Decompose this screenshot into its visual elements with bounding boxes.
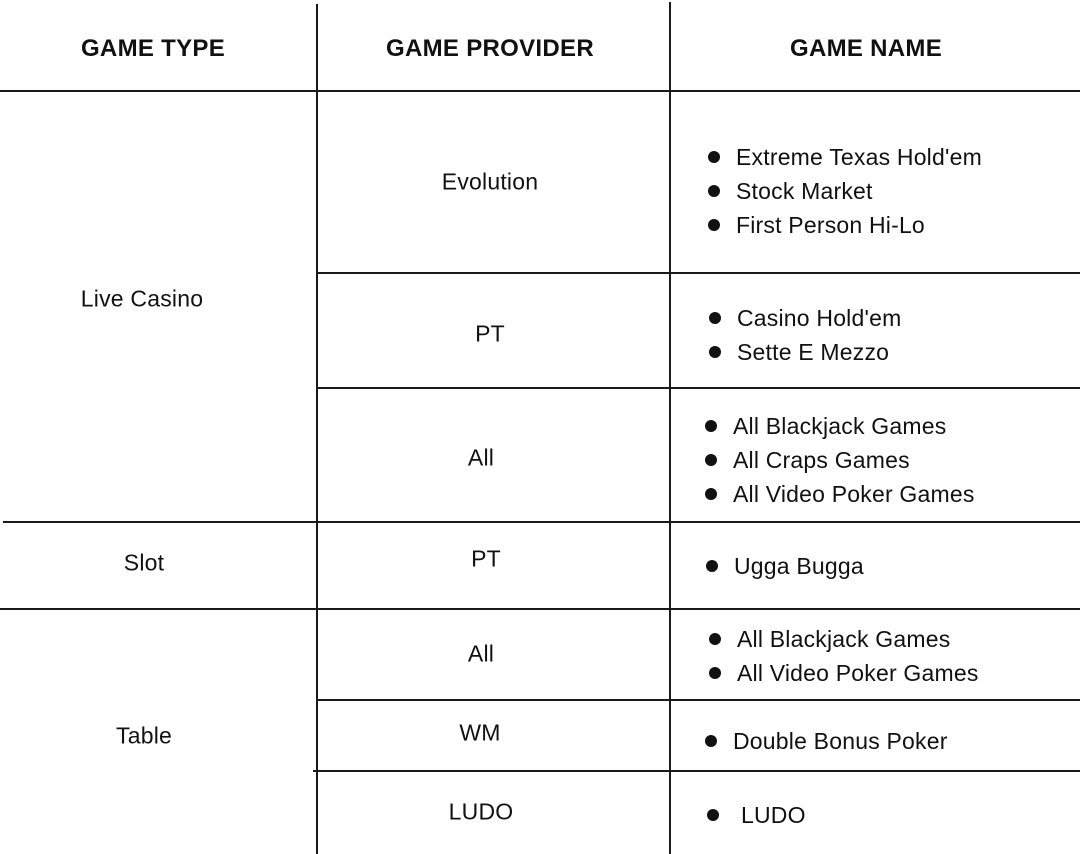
game-list bbox=[704, 409, 975, 511]
game-name: Sette E Mezzo bbox=[737, 339, 890, 365]
game-name: Ugga Bugga bbox=[734, 553, 864, 579]
provider-cell: Evolution bbox=[441, 168, 539, 195]
game-type-cell: Live Casino bbox=[80, 285, 204, 312]
bullet-icon bbox=[705, 454, 717, 466]
group-divider bbox=[3, 521, 1080, 523]
list-item bbox=[707, 208, 982, 242]
provider-cell: All bbox=[467, 640, 495, 667]
provider-cell: LUDO bbox=[448, 798, 514, 825]
header-game-provider: GAME PROVIDER bbox=[386, 35, 594, 62]
game-name: Casino Hold'em bbox=[737, 305, 902, 331]
column-divider bbox=[316, 4, 318, 854]
game-name: LUDO bbox=[741, 802, 806, 828]
list-item bbox=[707, 140, 982, 174]
game-list bbox=[704, 724, 948, 758]
game-list bbox=[706, 798, 806, 832]
game-type-cell: Slot bbox=[123, 549, 165, 576]
game-name: All Video Poker Games bbox=[737, 660, 979, 686]
header-game-name: GAME NAME bbox=[789, 35, 943, 62]
column-divider bbox=[669, 2, 671, 854]
game-name: Extreme Texas Hold'em bbox=[736, 144, 982, 170]
game-list bbox=[705, 549, 864, 583]
game-list bbox=[707, 140, 982, 242]
list-item bbox=[708, 622, 979, 656]
bullet-icon bbox=[705, 488, 717, 500]
list-item bbox=[704, 724, 948, 758]
game-name: All Blackjack Games bbox=[737, 626, 951, 652]
game-name: First Person Hi-Lo bbox=[736, 212, 925, 238]
row-divider bbox=[316, 699, 1080, 701]
list-item bbox=[705, 549, 864, 583]
bullet-icon bbox=[705, 735, 717, 747]
list-item bbox=[708, 301, 901, 335]
row-divider bbox=[316, 387, 1080, 389]
row-divider bbox=[316, 272, 1080, 274]
list-item bbox=[704, 443, 975, 477]
bullet-icon bbox=[709, 312, 721, 324]
bullet-icon bbox=[706, 560, 718, 572]
game-name: All Craps Games bbox=[733, 447, 910, 473]
bullet-icon bbox=[705, 420, 717, 432]
provider-cell: WM bbox=[459, 719, 501, 746]
game-name: Double Bonus Poker bbox=[733, 728, 948, 754]
bullet-icon bbox=[707, 809, 719, 821]
game-name: All Video Poker Games bbox=[733, 481, 975, 507]
header-game-type: GAME TYPE bbox=[80, 35, 226, 62]
provider-cell: PT bbox=[475, 320, 505, 347]
game-name: All Blackjack Games bbox=[733, 413, 947, 439]
group-divider bbox=[0, 608, 1080, 610]
game-list bbox=[708, 622, 979, 690]
provider-cell: PT bbox=[471, 545, 501, 572]
list-item bbox=[707, 174, 982, 208]
list-item bbox=[708, 656, 979, 690]
bullet-icon bbox=[709, 346, 721, 358]
list-item bbox=[708, 335, 901, 369]
bullet-icon bbox=[708, 151, 720, 163]
row-divider bbox=[313, 770, 1080, 772]
bullet-icon bbox=[708, 219, 720, 231]
game-list bbox=[708, 301, 901, 369]
game-name: Stock Market bbox=[736, 178, 873, 204]
header-divider bbox=[0, 90, 1080, 92]
bullet-icon bbox=[709, 633, 721, 645]
game-type-cell: Table bbox=[116, 722, 172, 749]
bullet-icon bbox=[708, 185, 720, 197]
list-item bbox=[704, 477, 975, 511]
bullet-icon bbox=[709, 667, 721, 679]
list-item bbox=[704, 409, 975, 443]
provider-cell: All bbox=[467, 444, 495, 471]
list-item bbox=[706, 798, 806, 832]
